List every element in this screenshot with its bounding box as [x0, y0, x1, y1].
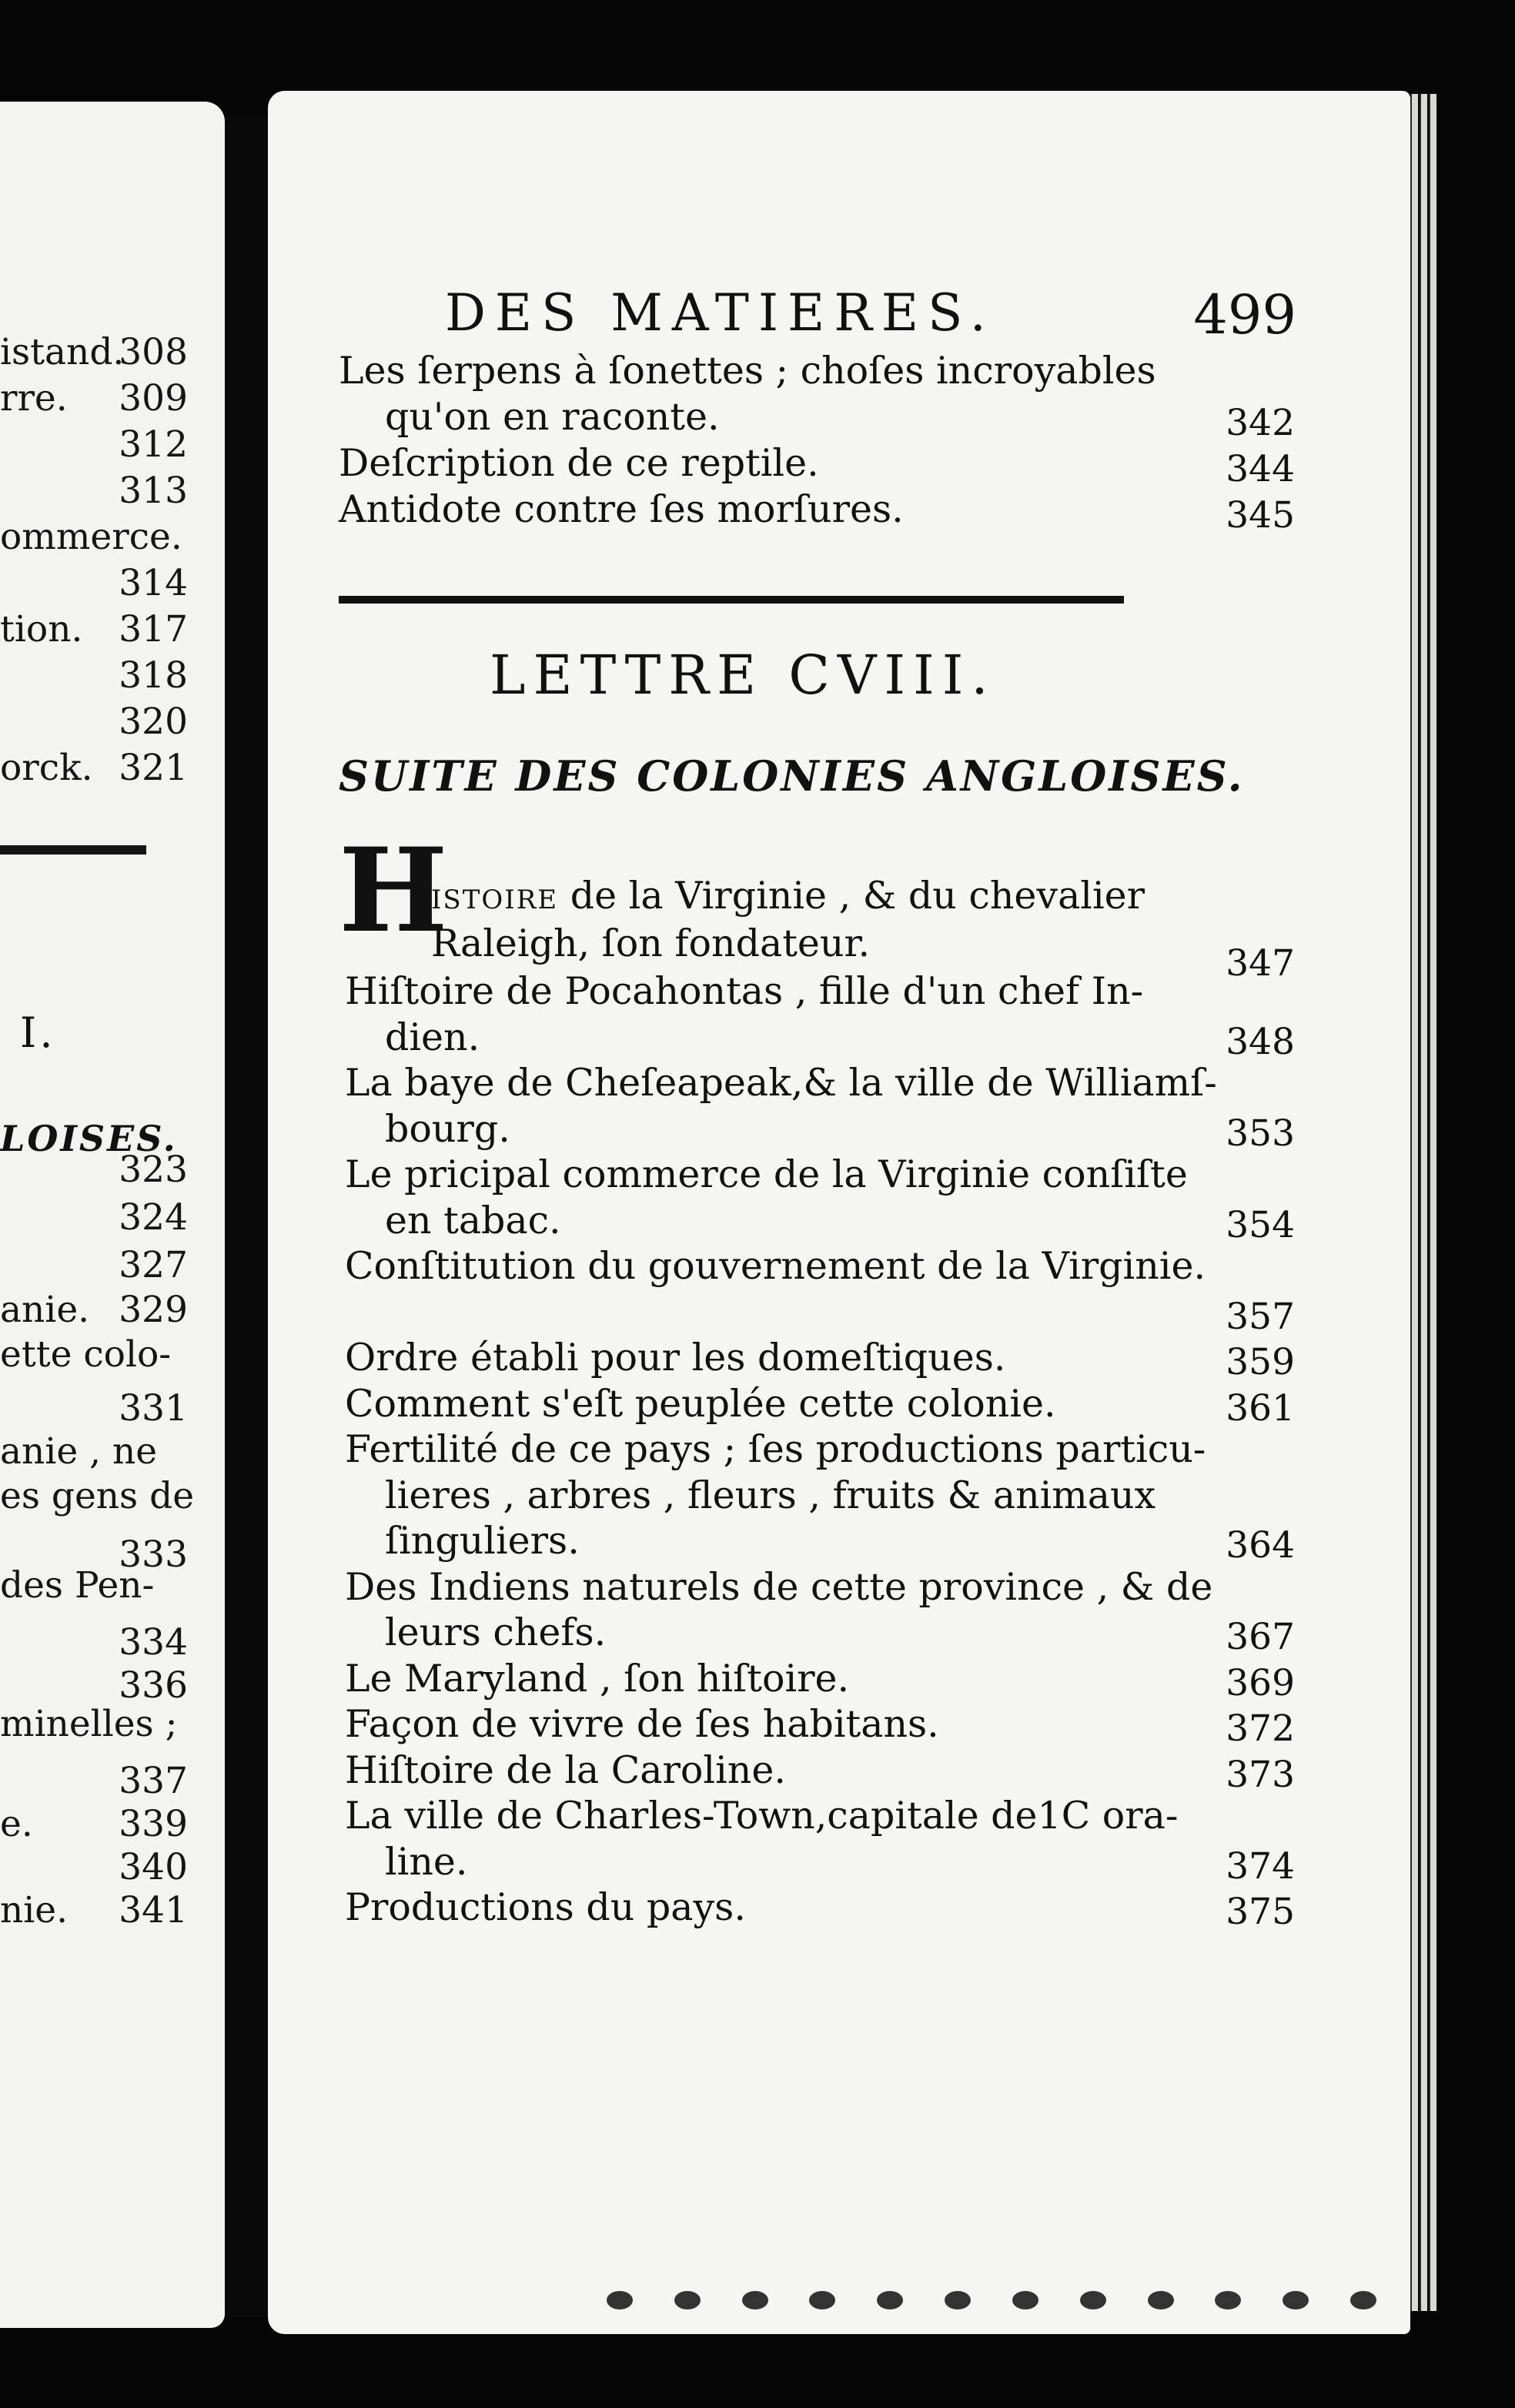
left-line-page: 340: [119, 1846, 188, 1888]
toc-entry-page: 353: [1226, 1112, 1295, 1155]
lettre-heading: LETTRE CVIII.: [490, 644, 996, 707]
toc-entry-page: 361: [1226, 1387, 1295, 1430]
left-line-page: 320: [119, 701, 188, 743]
running-header: DES MATIERES.: [445, 283, 995, 343]
first-entry-rest: de la Virginie , & du chevalier: [558, 874, 1145, 918]
toc-entry-page: 369: [1226, 1662, 1295, 1704]
toc-entry-page: 342: [1226, 402, 1295, 444]
left-line-text: tion.: [0, 608, 83, 650]
toc-entry-page: 344: [1226, 448, 1295, 490]
left-line-page: 308: [119, 331, 188, 373]
left-line-page: 309: [119, 377, 188, 420]
toc-entry-text: Deſcription de ce reptile.: [339, 441, 819, 485]
toc-entry-text: Comment s'eſt peuplée cette colonie.: [345, 1382, 1056, 1426]
left-line-text: anie.: [0, 1289, 90, 1331]
toc-entry-page: 364: [1226, 1524, 1295, 1567]
left-line-page: 327: [119, 1244, 188, 1286]
toc-entry-page: 348: [1226, 1021, 1295, 1063]
toc-entry-page: 375: [1226, 1891, 1295, 1933]
page-edge-3: [1429, 94, 1436, 2311]
left-lettre-fragment: I.: [20, 1008, 56, 1057]
toc-entry-page: 367: [1226, 1616, 1295, 1658]
left-line-page: 337: [119, 1760, 188, 1802]
toc-entry-text: Hiſtoire de Pocahontas , fille d'un chef In-: [345, 969, 1144, 1013]
left-line-page: 334: [119, 1621, 188, 1664]
left-page-rule: [0, 845, 146, 855]
first-entry-smallcaps: istoire: [431, 874, 559, 918]
toc-entry-page: 354: [1226, 1204, 1295, 1246]
left-line-text: ommerce.: [0, 516, 182, 558]
left-line-text: anie , ne: [0, 1430, 158, 1473]
left-line-text: orck.: [0, 747, 93, 789]
toc-entry-text: La ville de Charles-Town,capitale de1C ora-: [345, 1794, 1179, 1838]
toc-entry-page: 359: [1226, 1341, 1295, 1383]
toc-entry-text: bourg.: [385, 1107, 510, 1151]
page-number: 499: [1193, 283, 1296, 346]
left-line-page: 339: [119, 1803, 188, 1845]
page-bottom-edge: [607, 2291, 1376, 2322]
toc-entry-text: leurs chefs.: [385, 1610, 607, 1654]
toc-entry-text: dien.: [385, 1015, 480, 1059]
left-line-text: e.: [0, 1803, 33, 1845]
page-edge-2: [1420, 94, 1427, 2311]
toc-entry-text: La baye de Cheſeapeak,& la ville de Williamſ-: [345, 1061, 1217, 1105]
toc-entry-text: Hiſtoire de la Caroline.: [345, 1748, 786, 1792]
toc-entry-text: line.: [385, 1840, 468, 1884]
toc-entry-text: Productions du pays.: [345, 1885, 746, 1929]
toc-entry-page: 372: [1226, 1707, 1295, 1750]
toc-entry-page: 345: [1226, 494, 1295, 537]
toc-entry-text: Le pricipal commerce de la Virginie conſiſte: [345, 1152, 1188, 1196]
left-line-page: 331: [119, 1387, 188, 1430]
toc-entry-text: Des Indiens naturels de cette province , & de: [345, 1565, 1213, 1609]
left-line-page: 314: [119, 562, 188, 604]
book-gutter: [225, 115, 268, 2317]
left-section-fragment: LOISES.: [0, 1118, 178, 1159]
left-line-page: 329: [119, 1289, 188, 1331]
drop-cap: H: [339, 823, 448, 958]
toc-entry-page: 374: [1226, 1845, 1295, 1888]
right-page: [268, 91, 1410, 2334]
left-line-page: 336: [119, 1664, 188, 1707]
toc-entry-page: 357: [1226, 1296, 1295, 1338]
toc-entry-text: ſinguliers.: [385, 1519, 580, 1563]
section-title: SUITE DES COLONIES ANGLOISES.: [339, 751, 1245, 801]
toc-entry-text: lieres , arbres , fleurs , fruits & animaux: [385, 1473, 1156, 1517]
toc-entry-text: Fertilité de ce pays ; ſes productions particu-: [345, 1427, 1206, 1471]
left-line-page: 333: [119, 1533, 188, 1576]
first-entry-page: 347: [1226, 942, 1295, 985]
page-edge-1: [1410, 94, 1418, 2311]
toc-entry-text: Ordre établi pour les domeſtiques.: [345, 1336, 1006, 1380]
left-line-text: rre.: [0, 377, 68, 420]
toc-entry-text: Le Maryland , ſon hiſtoire.: [345, 1657, 850, 1701]
left-line-page: 313: [119, 470, 188, 512]
toc-entry-page: 373: [1226, 1754, 1295, 1796]
left-line-text: des Pen-: [0, 1564, 155, 1607]
left-line-text: istand.: [0, 331, 125, 373]
left-line-page: 312: [119, 423, 188, 466]
first-entry-line-1: [431, 873, 1145, 919]
left-page: [0, 102, 225, 2328]
left-line-page: 321: [119, 747, 188, 789]
left-line-text: minelles ;: [0, 1703, 178, 1745]
section-rule: [339, 596, 1124, 604]
left-line-page: 324: [119, 1196, 188, 1239]
left-line-text: nie.: [0, 1889, 69, 1931]
toc-entry-text: Antidote contre ſes morſures.: [339, 487, 904, 531]
left-line-page: 317: [119, 608, 188, 650]
toc-entry-text: Les ſerpens à ſonettes ; choſes incroyables: [339, 349, 1156, 393]
left-line-page: 318: [119, 654, 188, 697]
first-entry-line-2: Raleigh, ſon fondateur.: [431, 921, 871, 965]
toc-entry-text: en tabac.: [385, 1199, 561, 1242]
toc-entry-text: Façon de vivre de ſes habitans.: [345, 1702, 939, 1746]
left-line-page: 323: [119, 1149, 188, 1191]
left-line-page: 341: [119, 1889, 188, 1931]
left-line-text: ette colo-: [0, 1333, 172, 1376]
left-line-text: es gens de: [0, 1475, 195, 1517]
toc-entry-text: qu'on en raconte.: [385, 395, 720, 439]
toc-entry-text: Conſtitution du gouvernement de la Virginie.: [345, 1244, 1206, 1288]
